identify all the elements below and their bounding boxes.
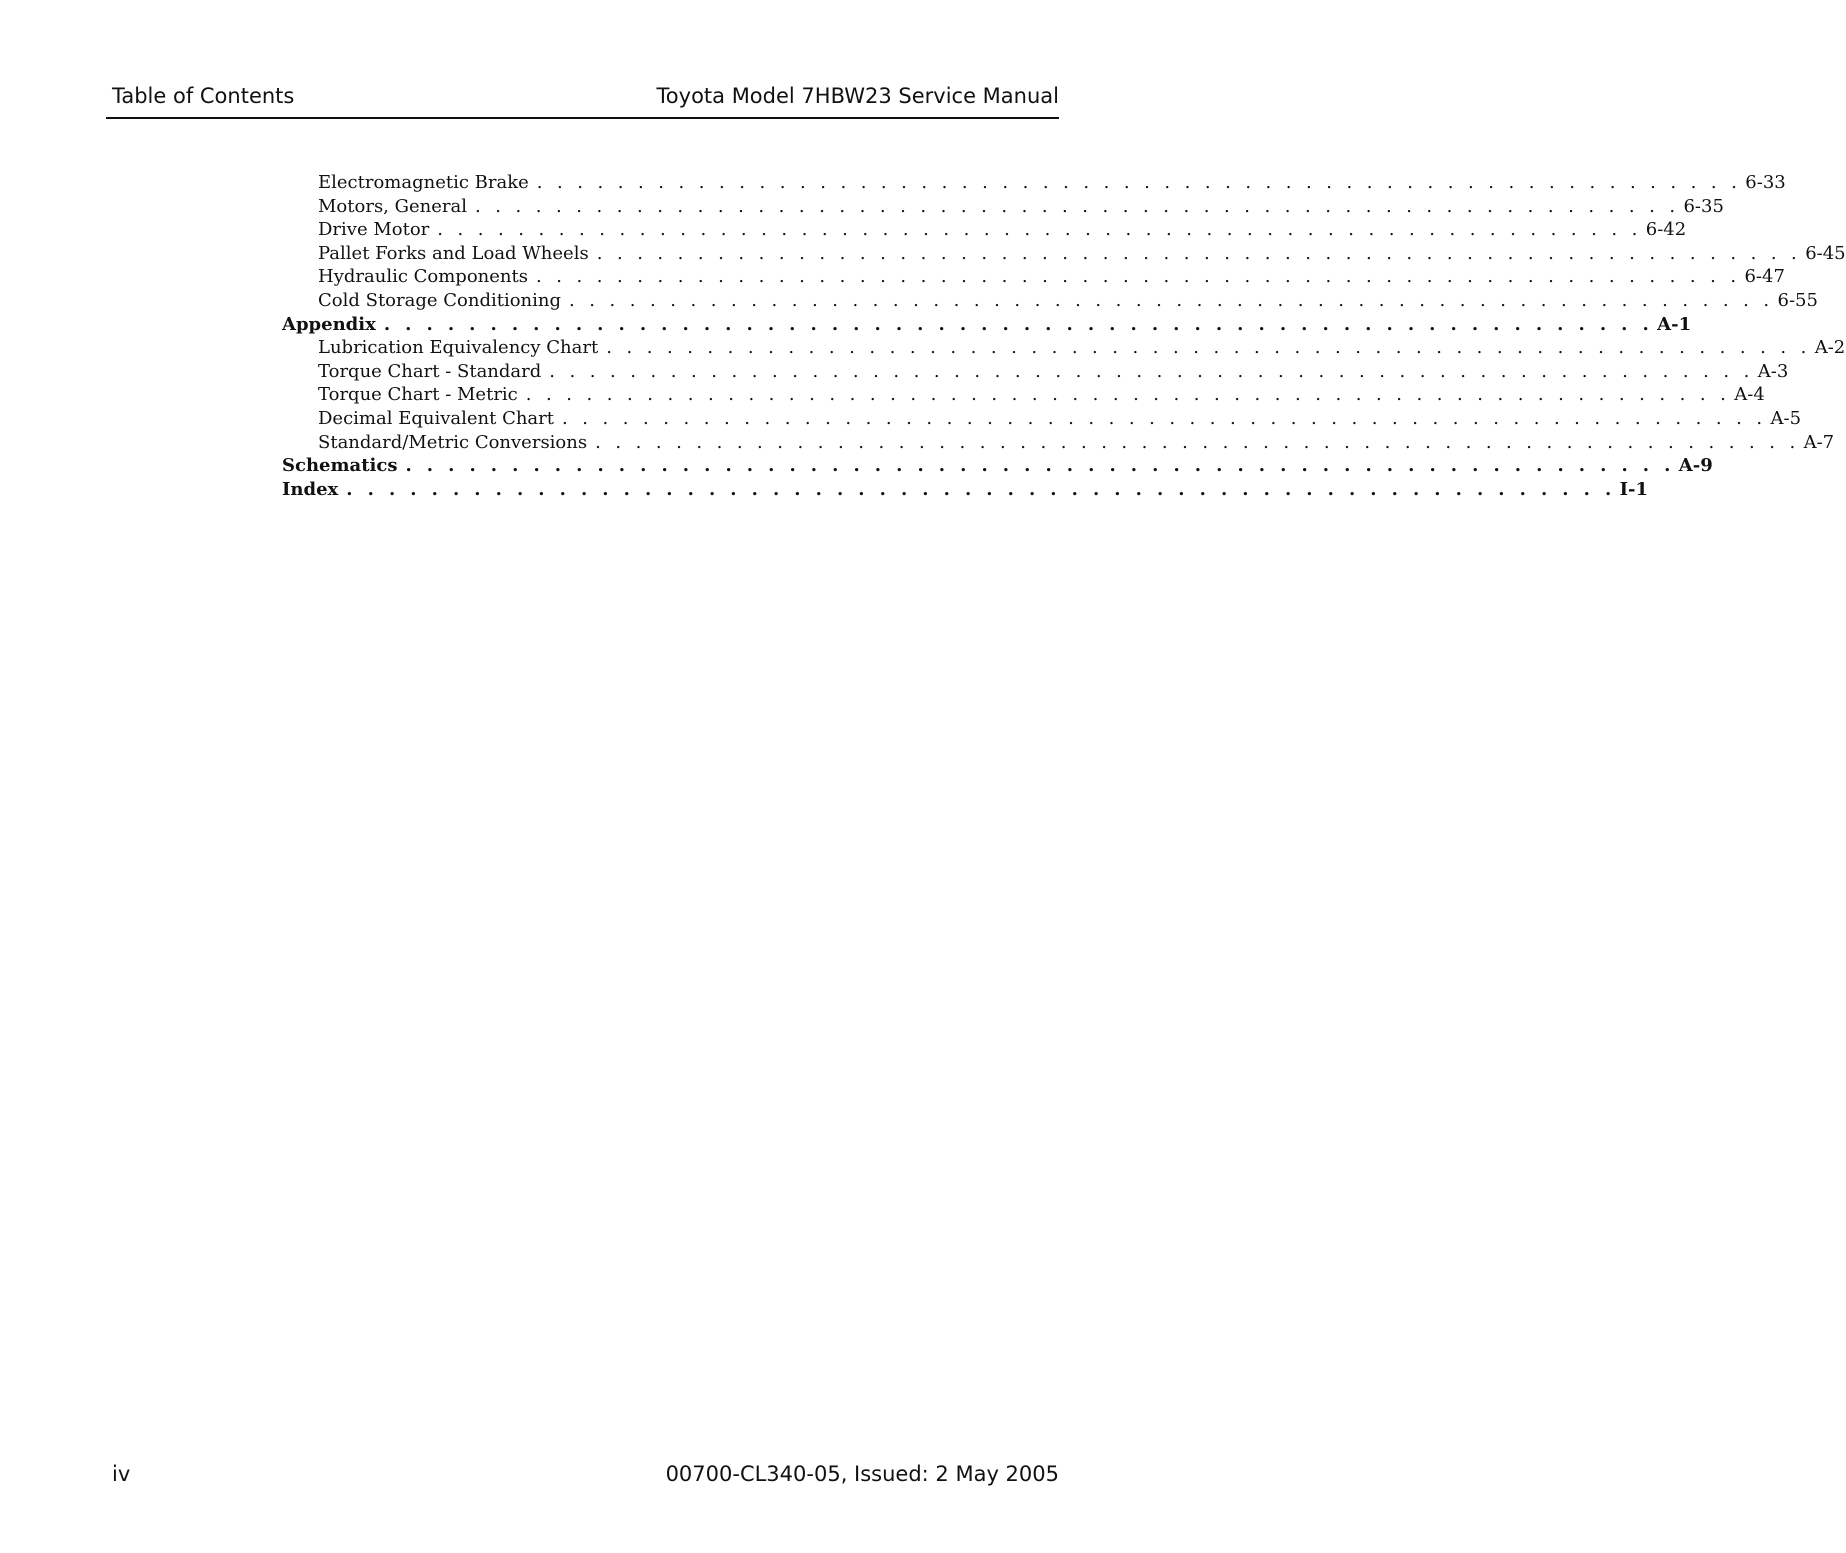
toc-entry[interactable] — [282, 431, 1835, 455]
toc-entry-page: A-9 — [1678, 455, 1713, 477]
header-manual-title: Toyota Model 7HBW23 Service Manual — [656, 84, 1059, 108]
toc-entry-title: Torque Chart - Metric — [318, 384, 518, 406]
toc-entry[interactable] — [282, 218, 1687, 242]
toc-entry-page: 6-55 — [1777, 289, 1818, 311]
toc-dot-leader: . . . . . . . . . . . . . . . . . . . . . . . . . . . . . . . . . . . . . . . . . . . . . . . . . . . . . . . . . . . . — [437, 219, 1642, 241]
footer-document-info: 00700-CL340-05, Issued: 2 May 2005 — [665, 1462, 1059, 1486]
toc-entry-page: 6-47 — [1744, 266, 1785, 288]
toc-entry[interactable] — [282, 195, 1724, 219]
toc-entry-title: Appendix — [282, 313, 376, 335]
toc-entry-page: A-2 — [1814, 337, 1846, 359]
toc-dot-leader: . . . . . . . . . . . . . . . . . . . . . . . . . . . . . . . . . . . . . . . . . . . . . . . . . . . . . . . . . . . . — [383, 313, 1654, 335]
toc-entry-title: Motors, General — [318, 195, 467, 217]
toc-entry-title: Cold Storage Conditioning — [318, 289, 562, 311]
toc-dot-leader: . . . . . . . . . . . . . . . . . . . . . . . . . . . . . . . . . . . . . . . . . . . . . . . . . . . . . . . . . . . . — [562, 407, 1767, 429]
toc-entry-title: Torque Chart - Standard — [318, 360, 542, 382]
toc-entry[interactable] — [282, 336, 1846, 360]
toc-dot-leader: . . . . . . . . . . . . . . . . . . . . . . . . . . . . . . . . . . . . . . . . . . . . . . . . . . . . . . . . . . . . — [536, 172, 1742, 193]
toc-entry-title: Decimal Equivalent Chart — [318, 407, 555, 429]
header-section-title: Table of Contents — [112, 84, 295, 108]
footer-page-number: iv — [112, 1462, 131, 1486]
toc-entry-title: Electromagnetic Brake — [318, 172, 529, 193]
toc-entry[interactable] — [282, 478, 1649, 502]
toc-entry[interactable] — [282, 171, 1786, 195]
toc-dot-leader: . . . . . . . . . . . . . . . . . . . . . . . . . . . . . . . . . . . . . . . . . . . . . . . . . . . . . . . . . . . . — [475, 195, 1680, 217]
toc-entry[interactable] — [282, 407, 1802, 431]
toc-dot-leader: . . . . . . . . . . . . . . . . . . . . . . . . . . . . . . . . . . . . . . . . . . . . . . . . . . . . . . . . . . . . — [606, 337, 1811, 359]
toc-entry-page: A-4 — [1734, 384, 1765, 406]
toc-dot-leader: . . . . . . . . . . . . . . . . . . . . . . . . . . . . . . . . . . . . . . . . . . . . . . . . . . . . . . . . . . . . — [346, 478, 1616, 500]
toc-entry-page: 6-45 — [1805, 242, 1846, 264]
toc-entry-page: 6-33 — [1745, 172, 1786, 193]
toc-entry[interactable] — [282, 265, 1785, 289]
toc-entry-title: Index — [282, 478, 339, 500]
toc-entry[interactable] — [282, 242, 1846, 266]
toc-entry-page: A-5 — [1770, 407, 1802, 429]
toc-entry-page: 6-42 — [1645, 219, 1687, 241]
toc-entry[interactable] — [282, 313, 1692, 337]
toc-entry-page: A-3 — [1757, 360, 1789, 382]
toc-entry[interactable] — [282, 454, 1713, 478]
toc-entry-page: 6-35 — [1683, 195, 1724, 217]
toc-entry-title: Schematics — [282, 455, 398, 477]
toc-entry-page: I-1 — [1619, 478, 1649, 500]
toc-entry-title: Hydraulic Components — [318, 266, 528, 288]
toc-entry-title: Drive Motor — [318, 219, 430, 241]
toc-entry-title: Pallet Forks and Load Wheels — [318, 242, 589, 264]
toc-dot-leader: . . . . . . . . . . . . . . . . . . . . . . . . . . . . . . . . . . . . . . . . . . . . . . . . . . . . . . . . . . . . — [596, 242, 1802, 264]
toc-entry[interactable] — [282, 360, 1789, 384]
toc-entry[interactable] — [282, 383, 1765, 407]
toc-entry-page: A-7 — [1803, 431, 1835, 453]
toc-dot-leader: . . . . . . . . . . . . . . . . . . . . . . . . . . . . . . . . . . . . . . . . . . . . . . . . . . . . . . . . . . . . — [405, 455, 1675, 477]
toc-dot-leader: . . . . . . . . . . . . . . . . . . . . . . . . . . . . . . . . . . . . . . . . . . . . . . . . . . . . . . . . . . . . — [549, 360, 1754, 382]
toc-dot-leader: . . . . . . . . . . . . . . . . . . . . . . . . . . . . . . . . . . . . . . . . . . . . . . . . . . . . . . . . . . . . — [595, 431, 1800, 453]
toc-entry-title: Lubrication Equivalency Chart — [318, 337, 599, 359]
toc-entry[interactable] — [282, 289, 1818, 313]
toc-dot-leader: . . . . . . . . . . . . . . . . . . . . . . . . . . . . . . . . . . . . . . . . . . . . . . . . . . . . . . . . . . . . — [569, 289, 1774, 311]
table-of-contents — [282, 171, 1846, 501]
toc-entry-title: Standard/Metric Conversions — [318, 431, 588, 453]
toc-dot-leader: . . . . . . . . . . . . . . . . . . . . . . . . . . . . . . . . . . . . . . . . . . . . . . . . . . . . . . . . . . . . — [525, 384, 1731, 406]
header-rule — [106, 117, 1059, 119]
toc-entry-page: A-1 — [1657, 313, 1692, 335]
toc-dot-leader: . . . . . . . . . . . . . . . . . . . . . . . . . . . . . . . . . . . . . . . . . . . . . . . . . . . . . . . . . . . . — [535, 266, 1741, 288]
